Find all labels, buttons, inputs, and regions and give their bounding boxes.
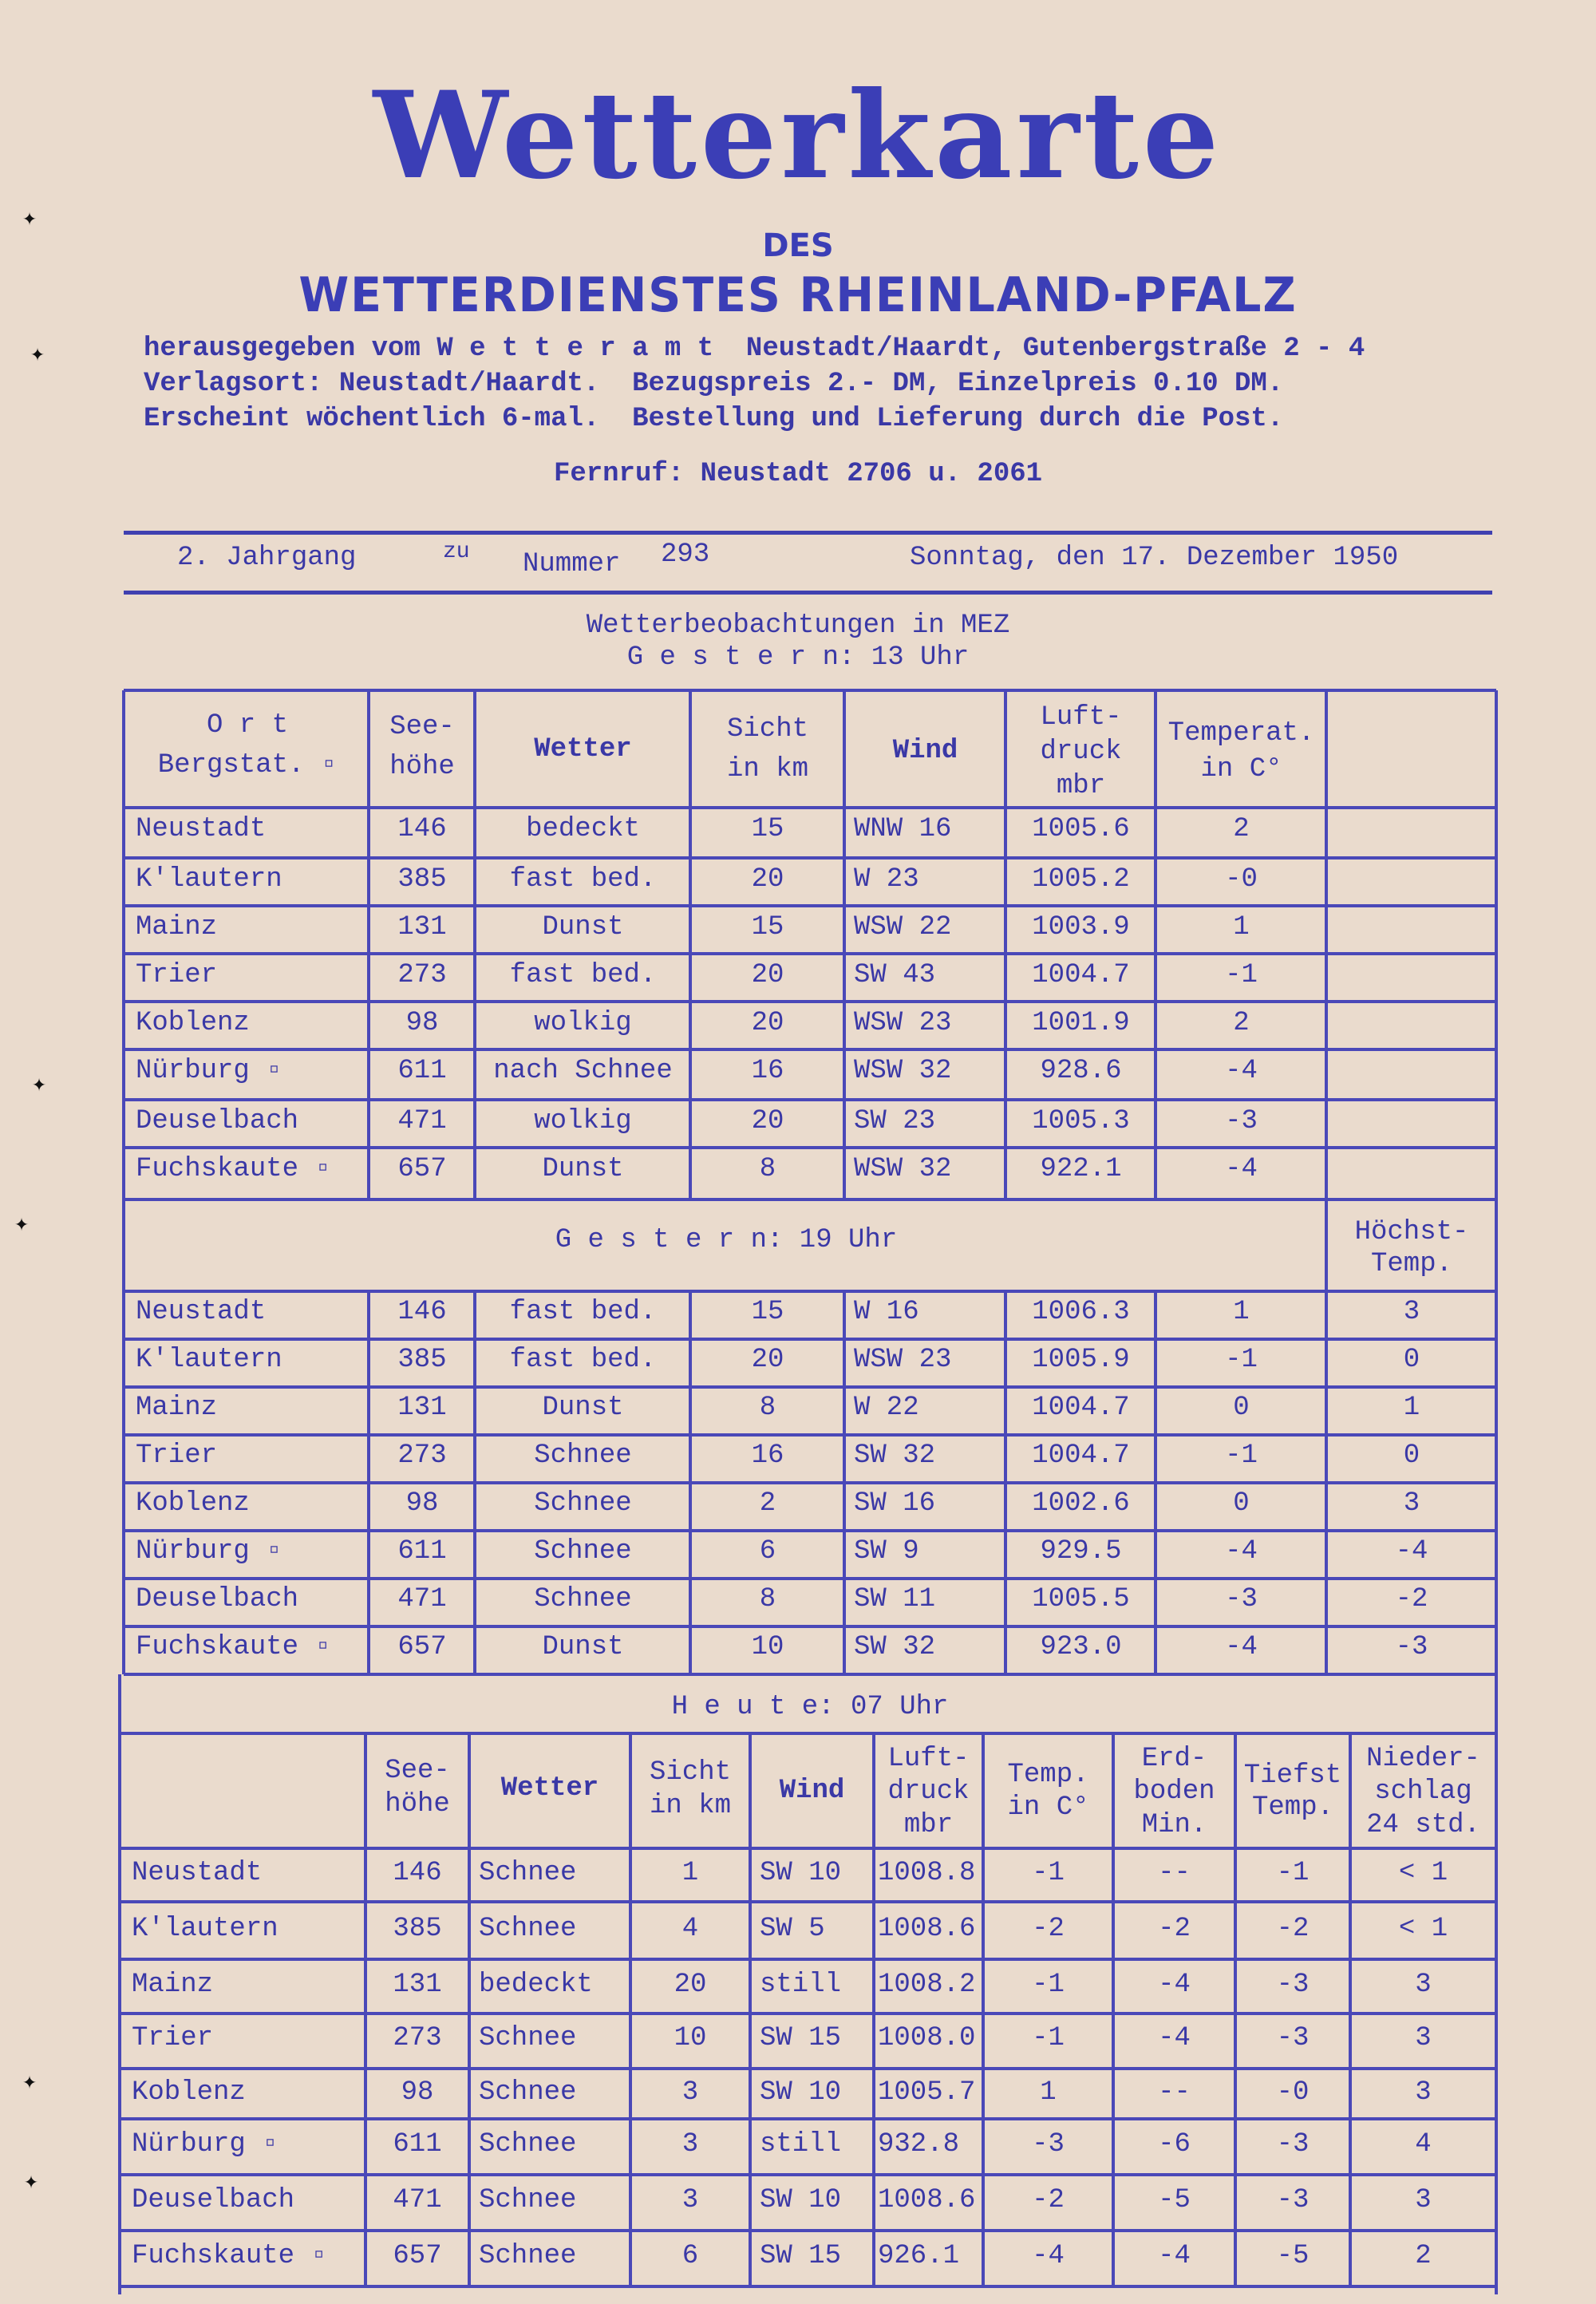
t2-header-niederschlag-3: 24 std. [1366, 1810, 1480, 1840]
masthead-title: Wetterkarte [373, 65, 1223, 206]
gestern19-r2-c2: Dunst [542, 1393, 624, 1423]
gestern19-r4-c1: 98 [405, 1488, 439, 1519]
heute07-r4-c5: 1005.7 [878, 2077, 976, 2108]
heute07-r1-c0: K'lautern [132, 1914, 279, 1944]
gestern13-r3-c3: 20 [751, 960, 784, 990]
gestern13-r0-c0: Neustadt [136, 814, 267, 844]
gestern19-r3-c1: 273 [397, 1440, 447, 1471]
heute07-r5-c2: Schnee [479, 2129, 577, 2160]
gestern19-r4-c4: SW 16 [854, 1488, 936, 1519]
gestern13-r6-c5: 1005.3 [1032, 1106, 1130, 1136]
gestern13-r7-c2: Dunst [542, 1154, 624, 1184]
gestern19-r0-c2: fast bed. [509, 1297, 657, 1327]
t1-header-hoechst-2: Temp. [1370, 1249, 1453, 1279]
publisher-line-3: Erscheint wöchentlich 6-mal. Bestellung und Lieferung durch die Post. [144, 404, 1284, 435]
t2-header-temp-1: Temp. [1007, 1760, 1089, 1790]
masthead-des: DES [762, 227, 834, 264]
heute07-r3-c7: -4 [1158, 2023, 1191, 2053]
heute07-r7-c5: 926.1 [878, 2241, 960, 2271]
gestern19-r7-c0: Fuchskaute ▫ [136, 1632, 331, 1662]
t2-header-niederschlag-2: schlag [1374, 1776, 1472, 1807]
gestern19-r2-c3: 8 [759, 1393, 776, 1423]
heute07-r1-c7: -2 [1158, 1914, 1191, 1944]
t1-header-ort: O r t [206, 710, 289, 741]
gestern13-r1-c1: 385 [397, 864, 447, 895]
t2-header-luft-2: druck [887, 1776, 970, 1807]
heute07-r0-c4: SW 10 [760, 1858, 842, 1888]
gestern19-r6-c0: Deuselbach [136, 1584, 299, 1614]
gestern13-r1-c0: K'lautern [136, 864, 282, 895]
heute07-r4-c4: SW 10 [760, 2077, 842, 2108]
t2-header-wind: Wind [779, 1776, 845, 1806]
gestern19-r7-c2: Dunst [542, 1632, 624, 1662]
heute07-r6-c5: 1008.6 [878, 2185, 976, 2215]
punch-mark: ✦ [22, 2069, 38, 2097]
heute07-r3-c3: 10 [674, 2023, 707, 2053]
gestern19-r2-c4: W 22 [854, 1393, 919, 1423]
gestern19-r3-c5: 1004.7 [1032, 1440, 1130, 1471]
gestern19-r5-c6: -4 [1225, 1536, 1258, 1567]
gestern19-r1-c0: K'lautern [136, 1345, 282, 1375]
gestern13-r3-c4: SW 43 [854, 960, 936, 990]
heute07-r5-c8: -3 [1276, 2129, 1310, 2160]
heute07-r0-c0: Neustadt [132, 1858, 263, 1888]
gestern13-r4-c0: Koblenz [136, 1008, 250, 1038]
heute07-r7-c8: -5 [1276, 2241, 1310, 2271]
heute07-r5-c9: 4 [1415, 2129, 1432, 2160]
gestern19-r5-c4: SW 9 [854, 1536, 919, 1567]
gestern19-r2-c1: 131 [397, 1393, 447, 1423]
gestern19-r5-c0: Nürburg ▫ [136, 1536, 282, 1567]
heute07-r6-c6: -2 [1032, 2185, 1065, 2215]
gestern19-r6-c2: Schnee [534, 1584, 632, 1614]
gestern19-r4-c5: 1002.6 [1032, 1488, 1130, 1519]
t2-header-sicht-1: Sicht [649, 1757, 732, 1788]
gestern13-r6-c4: SW 23 [854, 1106, 936, 1136]
gestern13-r5-c0: Nürburg ▫ [136, 1056, 282, 1086]
section-title: Wetterbeobachtungen in MEZ [586, 611, 1010, 641]
gestern19-r1-c2: fast bed. [509, 1345, 657, 1375]
gestern19-r7-c5: 923.0 [1040, 1632, 1122, 1662]
gestern19-r1-c4: WSW 23 [854, 1345, 952, 1375]
issue-zu: zu [443, 539, 470, 564]
gestern13-r4-c4: WSW 23 [854, 1008, 952, 1038]
gestern13-r3-c1: 273 [397, 960, 447, 990]
gestern19-r5-c5: 929.5 [1040, 1536, 1122, 1567]
heute07-r3-c9: 3 [1415, 2023, 1432, 2053]
gestern19-r3-c3: 16 [751, 1440, 784, 1471]
heute07-r4-c9: 3 [1415, 2077, 1432, 2108]
gestern13-r7-c0: Fuchskaute ▫ [136, 1154, 331, 1184]
heute07-r2-c3: 20 [674, 1970, 707, 2000]
t2-header-wetter: Wetter [500, 1773, 599, 1804]
gestern13-r6-c0: Deuselbach [136, 1106, 299, 1136]
gestern13-r6-c3: 20 [751, 1106, 784, 1136]
heute07-r1-c6: -2 [1032, 1914, 1065, 1944]
gestern13-r2-c3: 15 [751, 912, 784, 943]
gestern19-r4-c2: Schnee [534, 1488, 632, 1519]
punch-mark: ✦ [30, 342, 45, 369]
gestern13-r7-c4: WSW 32 [854, 1154, 952, 1184]
gestern13-r0-c4: WNW 16 [854, 814, 952, 844]
heute07-r0-c1: 146 [393, 1858, 442, 1888]
t2-header-tiefst-2: Temp. [1251, 1792, 1334, 1823]
t1-header-temp-1: Temperat. [1167, 718, 1315, 749]
t1-header-luft-1: Luft- [1040, 702, 1122, 733]
heute07-r1-c2: Schnee [479, 1914, 577, 1944]
gestern19-r3-c2: Schnee [534, 1440, 632, 1471]
gestern13-r6-c1: 471 [397, 1106, 447, 1136]
heute07-r2-c7: -4 [1158, 1970, 1191, 2000]
gestern13-r3-c0: Trier [136, 960, 218, 990]
t1-header-bergstat: Bergstat. ▫ [157, 750, 338, 781]
gestern19-r3-c4: SW 32 [854, 1440, 936, 1471]
gestern19-r3-c7: 0 [1403, 1440, 1420, 1471]
heute07-r2-c6: -1 [1032, 1970, 1065, 2000]
t1-header-wetter: Wetter [534, 734, 632, 765]
t1-header-seehoehe-1: See- [389, 712, 455, 742]
gestern19-r6-c3: 8 [759, 1584, 776, 1614]
heute07-r1-c3: 4 [681, 1914, 699, 1944]
gestern13-r0-c5: 1005.6 [1032, 814, 1130, 844]
heute07-r7-c6: -4 [1032, 2241, 1065, 2271]
heute07-r7-c3: 6 [681, 2241, 699, 2271]
heute07-r2-c2: bedeckt [479, 1970, 593, 2000]
issue-nummer-label: Nummer [523, 549, 621, 579]
gestern19-r1-c7: 0 [1403, 1345, 1420, 1375]
gestern19-r0-c7: 3 [1403, 1297, 1420, 1327]
gestern19-r4-c3: 2 [759, 1488, 776, 1519]
heute07-r0-c7: -- [1158, 1858, 1191, 1888]
gestern13-r7-c5: 922.1 [1040, 1154, 1122, 1184]
gestern13-r5-c5: 928.6 [1040, 1056, 1122, 1086]
heute07-r3-c4: SW 15 [760, 2023, 842, 2053]
heute07-r6-c3: 3 [681, 2185, 699, 2215]
gestern13-r1-c4: W 23 [854, 864, 919, 895]
heute07-r6-c2: Schnee [479, 2185, 577, 2215]
heute07-r1-c5: 1008.6 [878, 1914, 976, 1944]
heute07-r0-c5: 1008.8 [878, 1858, 976, 1888]
gestern19-r3-c0: Trier [136, 1440, 218, 1471]
heute07-r1-c9: < 1 [1398, 1914, 1448, 1944]
gestern13-r2-c1: 131 [397, 912, 447, 943]
gestern19-r0-c1: 146 [397, 1297, 447, 1327]
gestern19-r2-c7: 1 [1403, 1393, 1420, 1423]
punch-mark: ✦ [14, 1211, 30, 1239]
heute07-r0-c8: -1 [1276, 1858, 1310, 1888]
gestern19-r2-c6: 0 [1233, 1393, 1250, 1423]
gestern19-r0-c0: Neustadt [136, 1297, 267, 1327]
heute07-r6-c4: SW 10 [760, 2185, 842, 2215]
t1-header-temp-2: in C° [1200, 754, 1282, 784]
t2-header-seehoehe-1: See- [385, 1756, 450, 1786]
gestern19-r5-c1: 611 [397, 1536, 447, 1567]
heute07-r4-c2: Schnee [479, 2077, 577, 2108]
issue-nummer: 293 [661, 539, 710, 570]
gestern19-r0-c5: 1006.3 [1032, 1297, 1130, 1327]
heute07-r3-c6: -1 [1032, 2023, 1065, 2053]
gestern13-r5-c6: -4 [1225, 1056, 1258, 1086]
gestern13-r3-c6: -1 [1225, 960, 1258, 990]
heute07-r2-c4: still [760, 1970, 842, 2000]
gestern13-r4-c2: wolkig [534, 1008, 632, 1038]
heute07-r7-c0: Fuchskaute ▫ [132, 2241, 327, 2271]
publisher-line-1: herausgegeben vom W e t t e r a m t Neustadt/Haardt, Gutenbergstraße 2 - 4 [144, 334, 1365, 364]
gestern13-r5-c3: 16 [751, 1056, 784, 1086]
gestern13-r3-c5: 1004.7 [1032, 960, 1130, 990]
gestern19-r0-c6: 1 [1233, 1297, 1250, 1327]
gestern13-r0-c3: 15 [751, 814, 784, 844]
gestern13-r0-c1: 146 [397, 814, 447, 844]
gestern13-r5-c1: 611 [397, 1056, 447, 1086]
gestern19-r6-c7: -2 [1395, 1584, 1428, 1614]
heute07-r7-c7: -4 [1158, 2241, 1191, 2271]
heute07-r5-c5: 932.8 [878, 2129, 960, 2160]
gestern13-r0-c2: bedeckt [526, 814, 640, 844]
heute07-r2-c9: 3 [1415, 1970, 1432, 2000]
heute07-r4-c0: Koblenz [132, 2077, 246, 2108]
punch-mark: ✦ [24, 2169, 39, 2196]
phone-line: Fernruf: Neustadt 2706 u. 2061 [553, 459, 1043, 489]
heute07-r0-c3: 1 [681, 1858, 699, 1888]
gestern13-r2-c0: Mainz [136, 912, 218, 943]
gestern19-r7-c7: -3 [1395, 1632, 1428, 1662]
heute07-r4-c6: 1 [1040, 2077, 1057, 2108]
gestern13-r1-c6: -0 [1225, 864, 1258, 895]
heute07-r2-c8: -3 [1276, 1970, 1310, 2000]
heute07-r3-c5: 1008.0 [878, 2023, 976, 2053]
gestern13-r7-c1: 657 [397, 1154, 447, 1184]
issue-jahrgang: 2. Jahrgang [177, 543, 357, 573]
t2-header-temp-2: in C° [1007, 1792, 1089, 1823]
heute07-r6-c9: 3 [1415, 2185, 1432, 2215]
gestern19-r6-c5: 1005.5 [1032, 1584, 1130, 1614]
heute07-r7-c1: 657 [393, 2241, 442, 2271]
gestern19-r1-c1: 385 [397, 1345, 447, 1375]
heute07-r0-c6: -1 [1032, 1858, 1065, 1888]
gestern19-r1-c6: -1 [1225, 1345, 1258, 1375]
heute07-r6-c0: Deuselbach [132, 2185, 295, 2215]
heute07-r5-c0: Nürburg ▫ [132, 2129, 279, 2160]
gestern13-r1-c5: 1005.2 [1032, 864, 1130, 895]
heute07-r0-c2: Schnee [479, 1858, 577, 1888]
heute07-r3-c2: Schnee [479, 2023, 577, 2053]
t2-header-tiefst-1: Tiefst [1243, 1761, 1342, 1791]
gestern19-r5-c7: -4 [1395, 1536, 1428, 1567]
punch-mark: ✦ [32, 1072, 47, 1099]
t2-header-erdboden-1: Erd- [1141, 1744, 1207, 1774]
heute07-r2-c1: 131 [393, 1970, 442, 2000]
gestern13-r2-c4: WSW 22 [854, 912, 952, 943]
gestern19-r3-c6: -1 [1225, 1440, 1258, 1471]
t2-header-luft-3: mbr [903, 1810, 954, 1840]
publisher-line-2: Verlagsort: Neustadt/Haardt. Bezugspreis 2.- DM, Einzelpreis 0.10 DM. [144, 369, 1284, 400]
t1-header-sicht-2: in km [726, 754, 809, 784]
gestern19-r2-c0: Mainz [136, 1393, 218, 1423]
gestern13-r5-c2: nach Schnee [493, 1056, 673, 1086]
gestern19-r4-c6: 0 [1233, 1488, 1250, 1519]
heute07-r5-c1: 611 [393, 2129, 442, 2160]
gestern13-r2-c2: Dunst [542, 912, 624, 943]
gestern19-r7-c4: SW 32 [854, 1632, 936, 1662]
gestern13-r4-c1: 98 [405, 1008, 439, 1038]
issue-date: Sonntag, den 17. Dezember 1950 [910, 543, 1399, 573]
heute07-r3-c0: Trier [132, 2023, 214, 2053]
gestern19-r0-c4: W 16 [854, 1297, 919, 1327]
gestern19-r4-c0: Koblenz [136, 1488, 250, 1519]
gestern19-r7-c3: 10 [751, 1632, 784, 1662]
gestern19-title: G e s t e r n: 19 Uhr [555, 1225, 898, 1255]
gestern13-r1-c3: 20 [751, 864, 784, 895]
heute07-title: H e u t e: 07 Uhr [671, 1692, 949, 1722]
t2-header-erdboden-3: Min. [1141, 1810, 1207, 1840]
t2-header-niederschlag-1: Nieder- [1366, 1744, 1480, 1774]
heute07-r7-c4: SW 15 [760, 2241, 842, 2271]
gestern13-r4-c6: 2 [1233, 1008, 1250, 1038]
gestern19-r1-c3: 20 [751, 1345, 784, 1375]
heute07-r7-c2: Schnee [479, 2241, 577, 2271]
heute07-r2-c0: Mainz [132, 1970, 214, 2000]
heute07-r5-c6: -3 [1032, 2129, 1065, 2160]
heute07-r2-c5: 1008.2 [878, 1970, 976, 2000]
gestern13-r5-c4: WSW 32 [854, 1056, 952, 1086]
gestern13-r2-c5: 1003.9 [1032, 912, 1130, 943]
gestern13-r6-c2: wolkig [534, 1106, 632, 1136]
gestern19-r6-c1: 471 [397, 1584, 447, 1614]
heute07-r6-c1: 471 [393, 2185, 442, 2215]
t1-header-luft-2: druck [1040, 737, 1122, 767]
gestern13-r0-c6: 2 [1233, 814, 1250, 844]
heute07-r5-c3: 3 [681, 2129, 699, 2160]
heute07-r3-c1: 273 [393, 2023, 442, 2053]
gestern13-r7-c6: -4 [1225, 1154, 1258, 1184]
heute07-r6-c8: -3 [1276, 2185, 1310, 2215]
masthead-subtitle: WETTERDIENSTES RHEINLAND-PFALZ [298, 267, 1298, 323]
t1-header-sicht-1: Sicht [726, 714, 809, 745]
gestern19-r0-c3: 15 [751, 1297, 784, 1327]
gestern19-r1-c5: 1005.9 [1032, 1345, 1130, 1375]
gestern13-r4-c5: 1001.9 [1032, 1008, 1130, 1038]
t2-header-sicht-2: in km [649, 1791, 732, 1821]
t2-header-seehoehe-2: höhe [385, 1789, 450, 1820]
heute07-r4-c1: 98 [401, 2077, 434, 2108]
heute07-r1-c8: -2 [1276, 1914, 1310, 1944]
heute07-r3-c8: -3 [1276, 2023, 1310, 2053]
gestern19-r6-c4: SW 11 [854, 1584, 936, 1614]
gestern19-r7-c1: 657 [397, 1632, 447, 1662]
gestern19-r2-c5: 1004.7 [1032, 1393, 1130, 1423]
heute07-r1-c4: SW 5 [760, 1914, 825, 1944]
t1-header-seehoehe-2: höhe [389, 752, 455, 782]
t2-header-erdboden-2: boden [1133, 1776, 1215, 1807]
heute07-r4-c8: -0 [1276, 2077, 1310, 2108]
gestern13-r2-c6: 1 [1233, 912, 1250, 943]
gestern13-r1-c2: fast bed. [509, 864, 657, 895]
heute07-r5-c4: still [760, 2129, 842, 2160]
heute07-r4-c7: -- [1158, 2077, 1191, 2108]
heute07-r6-c7: -5 [1158, 2185, 1191, 2215]
gestern13-r3-c2: fast bed. [509, 960, 657, 990]
gestern19-r4-c7: 3 [1403, 1488, 1420, 1519]
gestern13-r7-c3: 8 [759, 1154, 776, 1184]
heute07-r5-c7: -6 [1158, 2129, 1191, 2160]
gestern19-r5-c2: Schnee [534, 1536, 632, 1567]
gestern13-r4-c3: 20 [751, 1008, 784, 1038]
heute07-r4-c3: 3 [681, 2077, 699, 2108]
punch-mark: ✦ [22, 206, 38, 233]
t1-header-hoechst-1: Höchst- [1354, 1217, 1469, 1247]
gestern13-title: G e s t e r n: 13 Uhr [626, 642, 970, 673]
heute07-r0-c9: < 1 [1398, 1858, 1448, 1888]
gestern19-r5-c3: 6 [759, 1536, 776, 1567]
t1-header-wind: Wind [892, 736, 958, 766]
heute07-r7-c9: 2 [1415, 2241, 1432, 2271]
gestern19-r6-c6: -3 [1225, 1584, 1258, 1614]
gestern19-r7-c6: -4 [1225, 1632, 1258, 1662]
t2-header-luft-1: Luft- [887, 1744, 970, 1774]
heute07-r1-c1: 385 [393, 1914, 442, 1944]
gestern13-r6-c6: -3 [1225, 1106, 1258, 1136]
t1-header-luft-3: mbr [1056, 771, 1106, 801]
